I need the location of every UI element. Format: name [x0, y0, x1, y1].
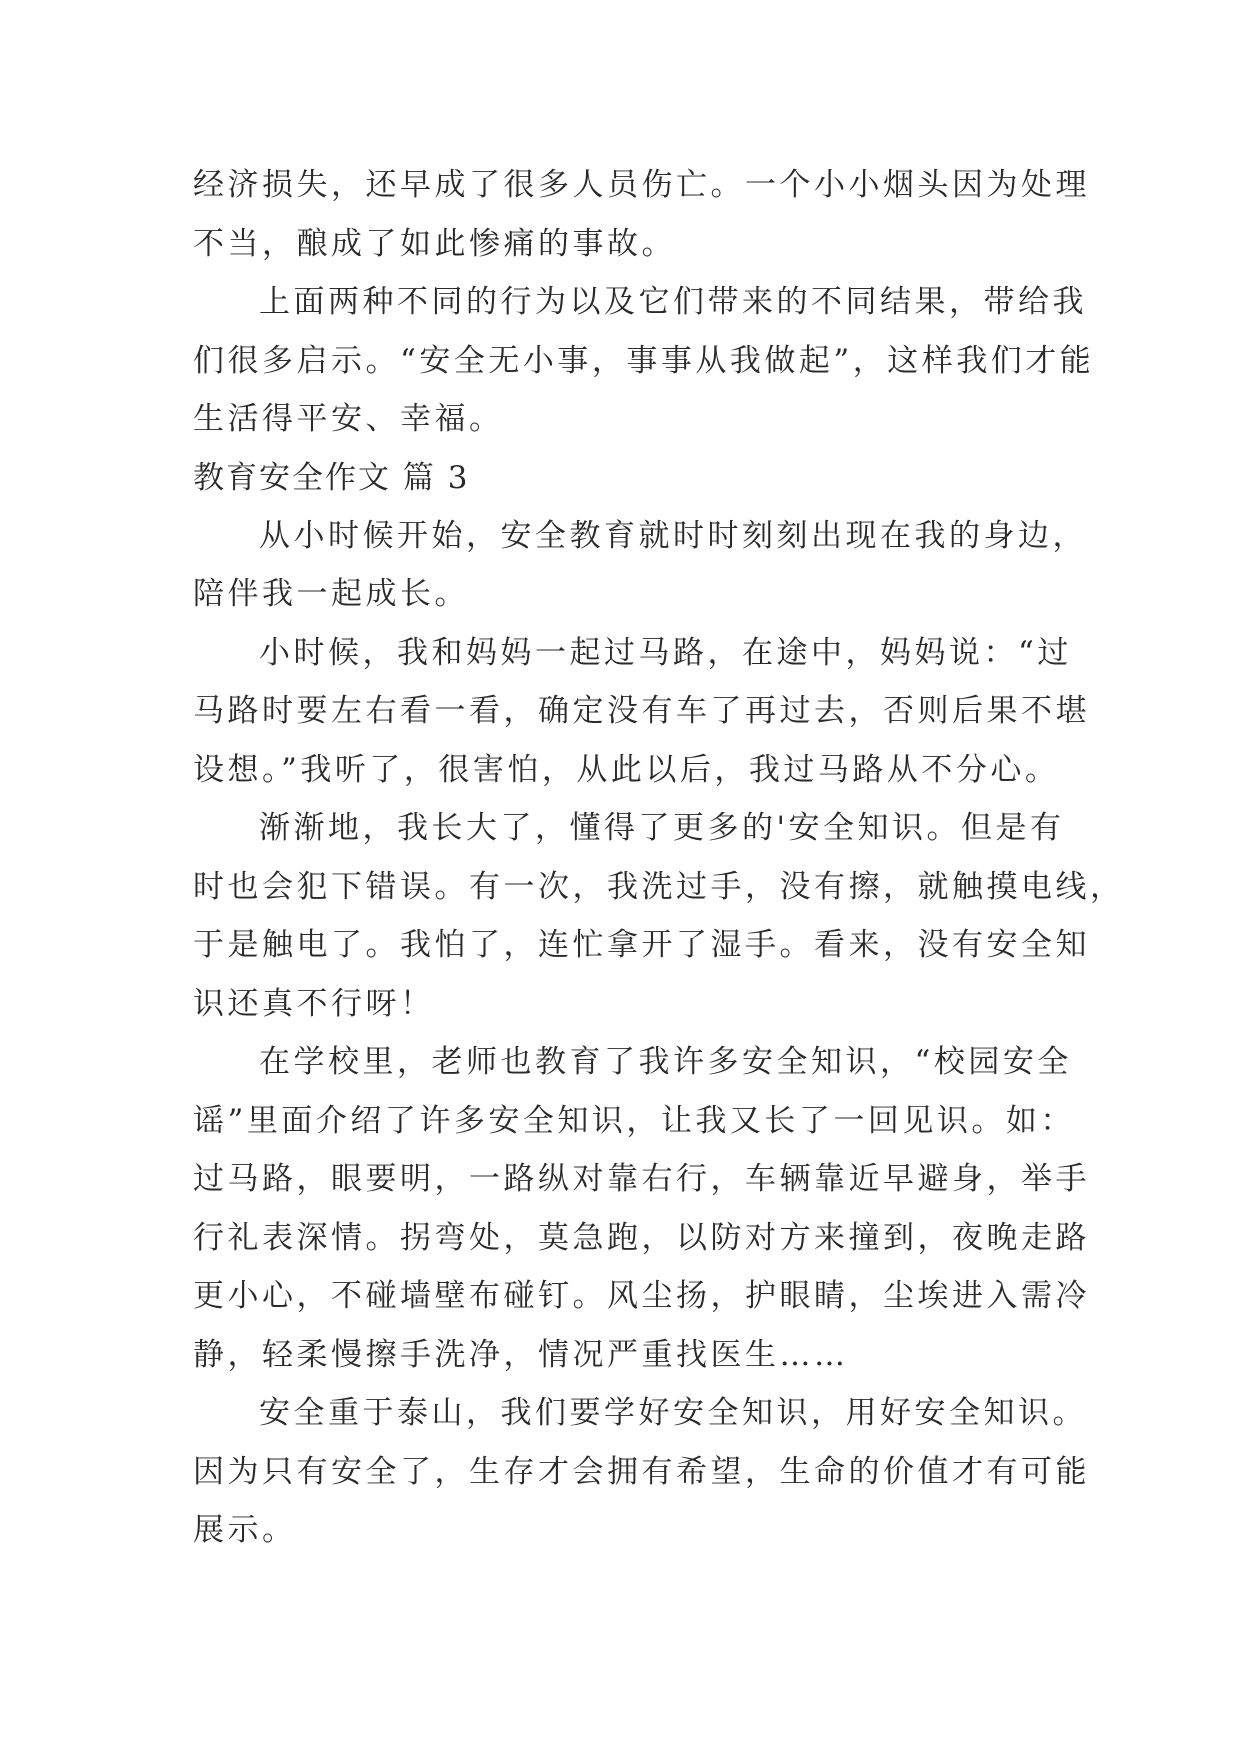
- text-line: 渐渐地，我长大了，懂得了更多的'安全知识。但是有: [259, 810, 1065, 846]
- text-line: 上面两种不同的行为以及它们带来的不同结果，带给我: [259, 284, 1087, 320]
- text-line: 展示。: [193, 1512, 297, 1548]
- text-line: 因为只有安全了，生存才会拥有希望，生命的价值才有可能: [193, 1453, 1090, 1490]
- paragraph-2: [193, 273, 1095, 449]
- paragraph-3: [193, 507, 1087, 624]
- paragraph-1: [193, 156, 1090, 273]
- text-line: 时也会犯下错误。有一次，我洗过手，没有擦，就触摸电线，: [193, 868, 1125, 905]
- text-line: 经济损失，还早成了很多人员伤亡。一个小小烟头因为处理: [193, 167, 1090, 203]
- paragraph-4: [193, 624, 1090, 800]
- text-line: 小时候，我和妈妈一起过马路，在途中，妈妈说：“过: [259, 634, 1072, 671]
- text-line: 于是触电了。我怕了，连忙拿开了湿手。看来，没有安全知: [193, 927, 1090, 963]
- text-line: 静，轻柔慢擦手洗净，情况严重找医生……: [193, 1336, 849, 1373]
- text-line: 行礼表深情。拐弯处，莫急跑，以防对方来撞到，夜晚走路: [193, 1219, 1090, 1256]
- paragraph-5: [193, 799, 1125, 1033]
- text-line: 谣”里面介绍了许多安全知识，让我又长了一回见识。如：: [193, 1102, 1075, 1139]
- text-line: 马路时要左右看一看，确定没有车了再过去，否则后果不堪: [193, 693, 1090, 729]
- text-line: 在学校里，老师也教育了我许多安全知识，“校园安全: [259, 1044, 1072, 1080]
- text-line: 们很多启示。“安全无小事，事事从我做起”，这样我们才能: [193, 342, 1095, 379]
- text-line: 更小心，不碰墙壁布碰钉。风尘扬，护眼睛，尘埃进入需冷: [193, 1278, 1090, 1314]
- text-line: 过马路，眼要明，一路纵对靠右行，车辆靠近早避身，举手: [193, 1161, 1090, 1197]
- paragraph-7: [193, 1384, 1090, 1560]
- text-line: 不当，酿成了如此惨痛的事故。: [193, 225, 676, 262]
- text-line: 从小时候开始，安全教育就时时刻刻出现在我的身边，: [259, 517, 1087, 554]
- text-line: 陪伴我一起成长。: [193, 576, 469, 612]
- paragraph-6: [193, 1033, 1090, 1384]
- document-page: [193, 156, 1125, 1560]
- text-line: 生活得平安、幸福。: [193, 401, 504, 437]
- text-line: 设想。”我听了，很害怕，从此以后，我过马路从不分心。: [193, 751, 1060, 788]
- text-line: 安全重于泰山，我们要学好安全知识，用好安全知识。: [259, 1395, 1087, 1431]
- text-line: 识还真不行呀！: [193, 985, 435, 1022]
- section-heading: 教育安全作文 篇 3: [193, 459, 470, 496]
